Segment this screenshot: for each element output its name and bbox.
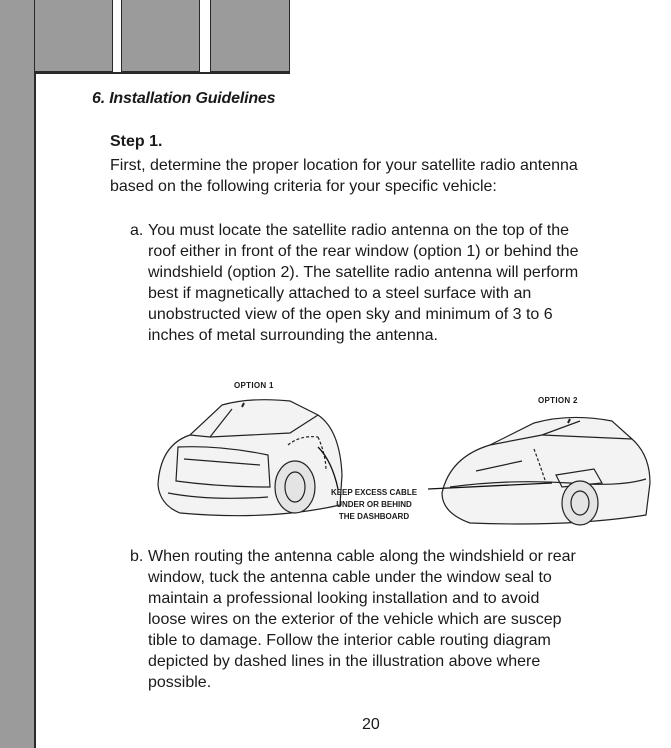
- list-marker: a.: [130, 222, 144, 239]
- list-body: [148, 546, 671, 693]
- option-1-label: OPTION 1: [234, 381, 274, 390]
- antenna-placement-illustration: [150, 375, 671, 530]
- header-tab-3: [210, 0, 290, 72]
- list-line: When routing the antenna cable along the windshield or rear: [148, 548, 576, 565]
- step-line: based on the following criteria for your specific vehicle:: [110, 178, 497, 195]
- section-title: 6. Installation Guidelines: [92, 90, 276, 107]
- step-title: Step 1.: [110, 133, 163, 150]
- header-tab-2: [121, 0, 200, 72]
- list-line: windshield (option 2). The satellite radio antenna will perform: [148, 264, 579, 281]
- step-intro: [110, 155, 671, 197]
- list-line: loose wires on the exterior of the vehicle which are suscep: [148, 611, 562, 628]
- list-item-a: [130, 220, 671, 346]
- list-body: [148, 220, 671, 346]
- list-line: You must locate the satellite radio antenna on the top of the: [148, 222, 570, 239]
- header-rule: [34, 72, 290, 74]
- list-line: roof either in front of the rear window (option 1) or behind the: [148, 243, 579, 260]
- callout-line: THE DASHBOARD: [338, 512, 410, 521]
- callout-line: UNDER OR BEHIND: [336, 500, 412, 509]
- list-line: unobstructed view of the open sky and minimum of 3 to 6: [148, 306, 553, 323]
- list-item-b: [130, 546, 671, 693]
- list-line: possible.: [148, 674, 212, 691]
- list-marker: b.: [130, 548, 144, 565]
- cable-callout: [322, 487, 426, 523]
- list-line: maintain a professional looking installation and to avoid: [148, 590, 540, 607]
- callout-line: KEEP EXCESS CABLE: [330, 488, 418, 497]
- header-tab-1: [34, 0, 113, 72]
- list-line: depicted by dashed lines in the illustration above where: [148, 653, 541, 670]
- front-car-drawing: [442, 417, 650, 525]
- list-line: window, tuck the antenna cable under the window seal to: [148, 569, 552, 586]
- list-line: inches of metal surrounding the antenna.: [148, 327, 438, 344]
- list-line: best if magnetically attached to a steel surface with an: [148, 285, 532, 302]
- option-2-label: OPTION 2: [538, 396, 578, 405]
- rear-car-drawing: [158, 400, 342, 516]
- list-line: tible to damage. Follow the interior cable routing diagram: [148, 632, 551, 649]
- page-number: 20: [362, 716, 380, 733]
- page-edge-bar: [0, 0, 36, 748]
- step-line: First, determine the proper location for your satellite radio antenna: [110, 157, 578, 174]
